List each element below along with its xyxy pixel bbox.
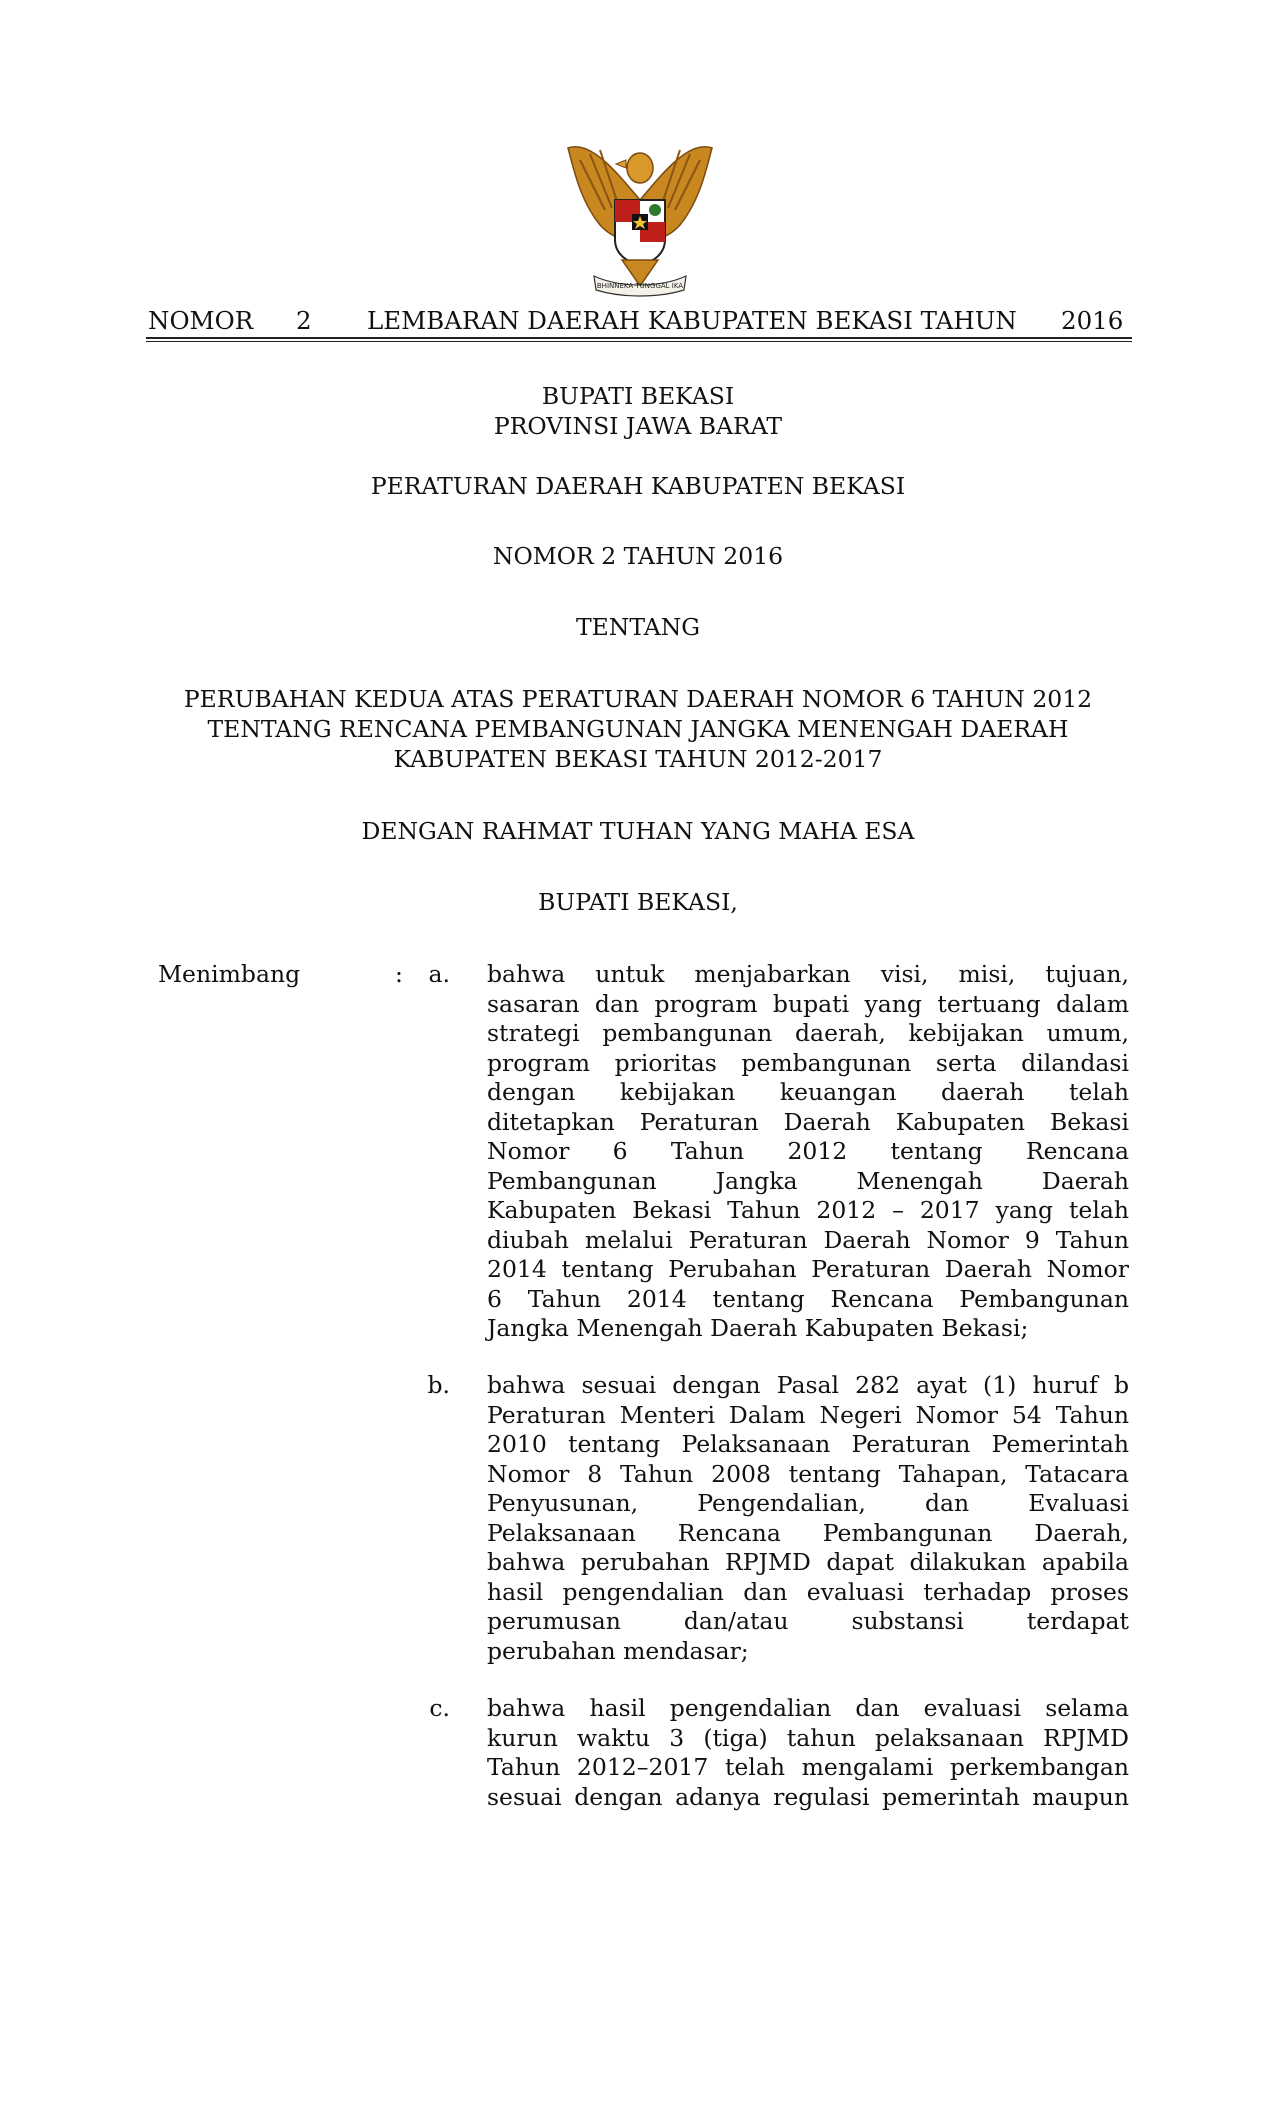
garuda-emblem: [560, 130, 720, 298]
paragraph-line: 2010 tentang Pelaksanaan Peraturan Pemerintah: [487, 1430, 1129, 1458]
paragraph-line: sesuai dengan adanya regulasi pemerintah maupun: [487, 1782, 1129, 1811]
regent-sign: BUPATI BEKASI,: [538, 888, 738, 916]
paragraph-line: ditetapkan Peraturan Daerah Kabupaten Bekasi: [487, 1107, 1129, 1136]
paragraph-line: Kabupaten Bekasi Tahun 2012 – 2017 yang telah: [487, 1196, 1129, 1224]
paragraph-line: bahwa hasil pengendalian dan evaluasi selama: [487, 1694, 1129, 1722]
header-nomor-label: NOMOR: [148, 306, 254, 335]
paragraph-line: Penyusunan, Pengendalian, dan Evaluasi: [487, 1489, 1129, 1517]
paragraph-line: bahwa untuk menjabarkan visi, misi, tujuan,: [487, 960, 1129, 988]
paragraph-line: 2014 tentang Perubahan Peraturan Daerah Nomor: [487, 1255, 1129, 1283]
item-letter: c.: [429, 1694, 450, 1722]
considering-item-c: [487, 1694, 1129, 1812]
subject-line: TENTANG RENCANA PEMBANGUNAN JANGKA MENENGAH DAERAH: [207, 715, 1069, 743]
paragraph-line: perubahan mendasar;: [487, 1636, 749, 1665]
paragraph-line: perumusan dan/atau substansi terdapat: [487, 1607, 1129, 1635]
header-rule-thin: [146, 341, 1132, 342]
paragraph-line: bahwa sesuai dengan Pasal 282 ayat (1) huruf b: [487, 1371, 1129, 1399]
paragraph-line: kurun waktu 3 (tiga) tahun pelaksanaan RPJMD: [487, 1723, 1129, 1752]
paragraph-line: Tahun 2012–2017 telah mengalami perkembangan: [487, 1753, 1129, 1781]
paragraph-line: hasil pengendalian dan evaluasi terhadap proses: [487, 1577, 1129, 1606]
paragraph-line: Peraturan Menteri Dalam Negeri Nomor 54 Tahun: [487, 1400, 1129, 1429]
emblem-caption: BHINNEKA TUNGGAL IKA: [596, 282, 684, 290]
paragraph-line: Pembangunan Jangka Menengah Daerah: [487, 1166, 1129, 1195]
considering-item-a: [487, 960, 1129, 1344]
considering-label: Menimbang: [158, 960, 301, 988]
paragraph-line: diubah melalui Peraturan Daerah Nomor 9 Tahun: [487, 1225, 1129, 1254]
paragraph-line: sasaran dan program bupati yang tertuang dalam: [487, 989, 1129, 1018]
header-rule: [146, 337, 1132, 339]
item-letter: a.: [428, 960, 450, 988]
paragraph-line: dengan kebijakan keuangan daerah telah: [487, 1078, 1129, 1106]
header-year: 2016: [1061, 306, 1124, 335]
paragraph-line: Jangka Menengah Daerah Kabupaten Bekasi;: [487, 1314, 1029, 1342]
paragraph-line: 6 Tahun 2014 tentang Rencana Pembangunan: [487, 1284, 1129, 1313]
considering-colon: :: [395, 960, 403, 988]
paragraph-line: Pelaksanaan Rencana Pembangunan Daerah,: [487, 1518, 1129, 1547]
blessing-line: DENGAN RAHMAT TUHAN YANG MAHA ESA: [361, 817, 915, 845]
regulation-title: PERATURAN DAERAH KABUPATEN BEKASI: [370, 472, 906, 500]
paragraph-line: strategi pembangunan daerah, kebijakan umum,: [487, 1019, 1129, 1047]
considering-item-b: [487, 1371, 1129, 1666]
subject-line: KABUPATEN BEKASI TAHUN 2012-2017: [393, 745, 883, 773]
regent-title: BUPATI BEKASI: [541, 382, 735, 410]
paragraph-line: bahwa perubahan RPJMD dapat dilakukan apabila: [487, 1548, 1129, 1576]
header-title: LEMBARAN DAERAH KABUPATEN BEKASI TAHUN: [367, 306, 1017, 335]
regulation-number: NOMOR 2 TAHUN 2016: [492, 542, 784, 570]
about-heading: TENTANG: [575, 613, 701, 641]
item-letter: b.: [427, 1371, 450, 1399]
header-nomor-value: 2: [296, 306, 312, 335]
subject-line: PERUBAHAN KEDUA ATAS PERATURAN DAERAH NOMOR 6 TAHUN 2012: [183, 685, 1093, 713]
province-title: PROVINSI JAWA BARAT: [493, 412, 783, 440]
paragraph-line: program prioritas pembangunan serta dilandasi: [487, 1048, 1129, 1077]
paragraph-line: Nomor 8 Tahun 2008 tentang Tahapan, Tatacara: [487, 1459, 1129, 1488]
paragraph-line: Nomor 6 Tahun 2012 tentang Rencana: [487, 1137, 1129, 1165]
